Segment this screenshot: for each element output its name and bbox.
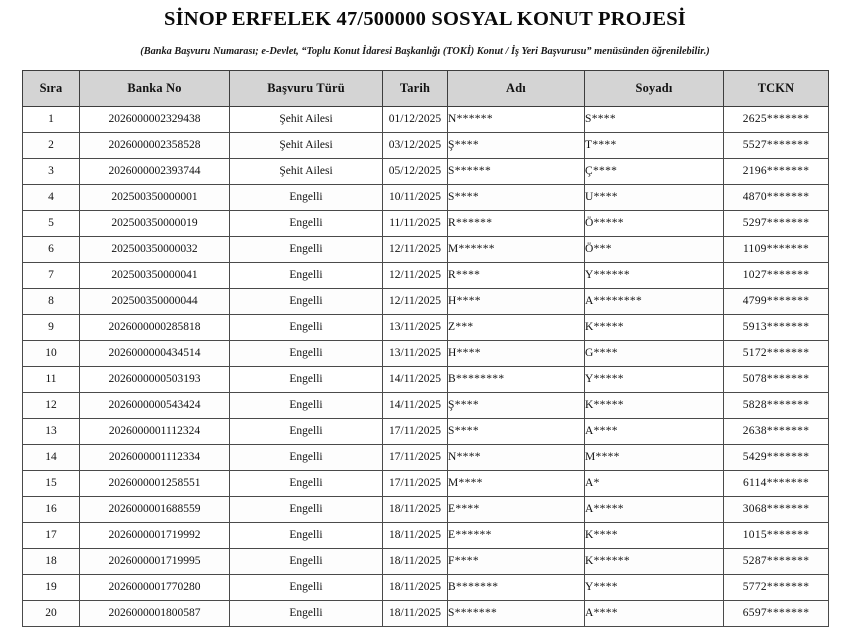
cell-tur: Şehit Ailesi — [230, 159, 383, 185]
cell-sira: 12 — [23, 393, 80, 419]
cell-tur: Engelli — [230, 367, 383, 393]
cell-soyad: K****** — [585, 549, 724, 575]
cell-tur: Şehit Ailesi — [230, 107, 383, 133]
cell-soyad: Ö***** — [585, 211, 724, 237]
column-header-adi: Adı — [448, 71, 585, 107]
cell-tckn: 5913******* — [724, 315, 829, 341]
cell-tckn: 4799******* — [724, 289, 829, 315]
cell-tur: Engelli — [230, 497, 383, 523]
cell-soyad: Ç**** — [585, 159, 724, 185]
table-row — [23, 341, 829, 367]
cell-ad: N**** — [448, 445, 585, 471]
cell-tarih: 12/11/2025 — [383, 237, 448, 263]
cell-tarih: 01/12/2025 — [383, 107, 448, 133]
cell-tur: Engelli — [230, 315, 383, 341]
cell-ad: B******* — [448, 575, 585, 601]
cell-ad: R**** — [448, 263, 585, 289]
applications-table — [22, 70, 829, 627]
cell-tur: Engelli — [230, 523, 383, 549]
cell-ad: B******** — [448, 367, 585, 393]
cell-banka: 2026000002393744 — [80, 159, 230, 185]
cell-banka: 2026000001800587 — [80, 601, 230, 627]
cell-tckn: 5429******* — [724, 445, 829, 471]
cell-banka: 2026000002358528 — [80, 133, 230, 159]
cell-ad: F**** — [448, 549, 585, 575]
cell-tur: Engelli — [230, 549, 383, 575]
cell-soyad: A* — [585, 471, 724, 497]
cell-sira: 2 — [23, 133, 80, 159]
cell-tarih: 17/11/2025 — [383, 471, 448, 497]
cell-tckn: 5172******* — [724, 341, 829, 367]
cell-soyad: S**** — [585, 107, 724, 133]
cell-tarih: 05/12/2025 — [383, 159, 448, 185]
cell-tarih: 11/11/2025 — [383, 211, 448, 237]
cell-tckn: 1015******* — [724, 523, 829, 549]
column-header-sira: Sıra — [23, 71, 80, 107]
column-header-banka-no: Banka No — [80, 71, 230, 107]
cell-sira: 9 — [23, 315, 80, 341]
cell-tur: Engelli — [230, 341, 383, 367]
cell-tur: Engelli — [230, 263, 383, 289]
cell-sira: 18 — [23, 549, 80, 575]
cell-soyad: T**** — [585, 133, 724, 159]
cell-ad: M****** — [448, 237, 585, 263]
cell-soyad: K**** — [585, 523, 724, 549]
cell-ad: S**** — [448, 185, 585, 211]
cell-ad: S**** — [448, 419, 585, 445]
cell-tckn: 1109******* — [724, 237, 829, 263]
cell-ad: M**** — [448, 471, 585, 497]
cell-ad: H**** — [448, 289, 585, 315]
cell-ad: H**** — [448, 341, 585, 367]
cell-banka: 2026000001688559 — [80, 497, 230, 523]
table-header-row — [23, 71, 829, 107]
cell-banka: 202500350000019 — [80, 211, 230, 237]
cell-soyad: Y**** — [585, 575, 724, 601]
cell-soyad: A**** — [585, 419, 724, 445]
table-header — [23, 71, 829, 107]
cell-banka: 202500350000001 — [80, 185, 230, 211]
cell-sira: 16 — [23, 497, 80, 523]
cell-sira: 10 — [23, 341, 80, 367]
cell-ad: Ş**** — [448, 393, 585, 419]
table-row — [23, 289, 829, 315]
cell-tarih: 18/11/2025 — [383, 523, 448, 549]
cell-sira: 8 — [23, 289, 80, 315]
cell-tckn: 4870******* — [724, 185, 829, 211]
cell-tur: Engelli — [230, 471, 383, 497]
column-header-soyadi: Soyadı — [585, 71, 724, 107]
cell-sira: 1 — [23, 107, 80, 133]
cell-tarih: 13/11/2025 — [383, 315, 448, 341]
table-row — [23, 107, 829, 133]
table-row — [23, 419, 829, 445]
cell-sira: 17 — [23, 523, 80, 549]
table-row — [23, 133, 829, 159]
cell-soyad: G**** — [585, 341, 724, 367]
column-header-basvuru-turu: Başvuru Türü — [230, 71, 383, 107]
cell-sira: 20 — [23, 601, 80, 627]
cell-ad: Ş**** — [448, 133, 585, 159]
cell-sira: 6 — [23, 237, 80, 263]
cell-tarih: 10/11/2025 — [383, 185, 448, 211]
cell-soyad: A******** — [585, 289, 724, 315]
cell-tarih: 18/11/2025 — [383, 575, 448, 601]
cell-banka: 2026000000503193 — [80, 367, 230, 393]
cell-tckn: 2638******* — [724, 419, 829, 445]
cell-tarih: 13/11/2025 — [383, 341, 448, 367]
cell-soyad: U**** — [585, 185, 724, 211]
cell-banka: 2026000001258551 — [80, 471, 230, 497]
table-row — [23, 393, 829, 419]
cell-banka: 2026000001719995 — [80, 549, 230, 575]
cell-tckn: 5287******* — [724, 549, 829, 575]
cell-banka: 2026000001719992 — [80, 523, 230, 549]
table-row — [23, 601, 829, 627]
table-row — [23, 237, 829, 263]
cell-ad: E**** — [448, 497, 585, 523]
cell-banka: 2026000002329438 — [80, 107, 230, 133]
cell-banka: 202500350000032 — [80, 237, 230, 263]
cell-tckn: 6114******* — [724, 471, 829, 497]
table-row — [23, 263, 829, 289]
cell-tur: Engelli — [230, 445, 383, 471]
cell-tarih: 18/11/2025 — [383, 601, 448, 627]
cell-banka: 202500350000044 — [80, 289, 230, 315]
cell-tur: Engelli — [230, 289, 383, 315]
cell-sira: 13 — [23, 419, 80, 445]
cell-soyad: K***** — [585, 315, 724, 341]
table-row — [23, 211, 829, 237]
cell-sira: 5 — [23, 211, 80, 237]
table-row — [23, 575, 829, 601]
cell-tur: Şehit Ailesi — [230, 133, 383, 159]
table-row — [23, 185, 829, 211]
cell-tarih: 18/11/2025 — [383, 549, 448, 575]
cell-soyad: K***** — [585, 393, 724, 419]
cell-tur: Engelli — [230, 237, 383, 263]
cell-tckn: 1027******* — [724, 263, 829, 289]
cell-sira: 7 — [23, 263, 80, 289]
cell-tarih: 18/11/2025 — [383, 497, 448, 523]
cell-banka: 2026000000543424 — [80, 393, 230, 419]
cell-ad: S******* — [448, 601, 585, 627]
table-row — [23, 523, 829, 549]
page-subtitle-note: (Banka Başvuru Numarası; e-Devlet, “Toplu Konut İdaresi Başkanlığı (TOKİ) Konut / İş Yeri Başvurusu” menüsünden öğrenilebilir.) — [140, 45, 710, 57]
table-row — [23, 315, 829, 341]
cell-soyad: A***** — [585, 497, 724, 523]
cell-soyad: A**** — [585, 601, 724, 627]
cell-tarih: 14/11/2025 — [383, 367, 448, 393]
cell-sira: 4 — [23, 185, 80, 211]
cell-banka: 2026000001112334 — [80, 445, 230, 471]
cell-tckn: 6597******* — [724, 601, 829, 627]
cell-tckn: 5772******* — [724, 575, 829, 601]
table-row — [23, 497, 829, 523]
table-row — [23, 445, 829, 471]
cell-tur: Engelli — [230, 393, 383, 419]
cell-tckn: 2196******* — [724, 159, 829, 185]
cell-soyad: Ö*** — [585, 237, 724, 263]
cell-ad: R****** — [448, 211, 585, 237]
cell-tur: Engelli — [230, 211, 383, 237]
cell-tur: Engelli — [230, 185, 383, 211]
table-row — [23, 367, 829, 393]
cell-soyad: Y****** — [585, 263, 724, 289]
cell-ad: N****** — [448, 107, 585, 133]
cell-tarih: 17/11/2025 — [383, 445, 448, 471]
table-row — [23, 159, 829, 185]
cell-tckn: 5527******* — [724, 133, 829, 159]
cell-tur: Engelli — [230, 601, 383, 627]
cell-soyad: M**** — [585, 445, 724, 471]
cell-sira: 15 — [23, 471, 80, 497]
cell-tckn: 5297******* — [724, 211, 829, 237]
cell-soyad: Y***** — [585, 367, 724, 393]
cell-tarih: 12/11/2025 — [383, 263, 448, 289]
cell-tarih: 14/11/2025 — [383, 393, 448, 419]
cell-tur: Engelli — [230, 419, 383, 445]
column-header-tarih: Tarih — [383, 71, 448, 107]
cell-banka: 2026000000434514 — [80, 341, 230, 367]
cell-tckn: 2625******* — [724, 107, 829, 133]
cell-tarih: 17/11/2025 — [383, 419, 448, 445]
cell-sira: 3 — [23, 159, 80, 185]
cell-tckn: 5828******* — [724, 393, 829, 419]
cell-banka: 202500350000041 — [80, 263, 230, 289]
table-row — [23, 549, 829, 575]
cell-tckn: 3068******* — [724, 497, 829, 523]
table-body — [23, 107, 829, 627]
cell-ad: S****** — [448, 159, 585, 185]
cell-sira: 19 — [23, 575, 80, 601]
cell-sira: 14 — [23, 445, 80, 471]
cell-ad: Z*** — [448, 315, 585, 341]
cell-tarih: 03/12/2025 — [383, 133, 448, 159]
applications-table-container — [22, 70, 828, 627]
cell-tur: Engelli — [230, 575, 383, 601]
cell-ad: E****** — [448, 523, 585, 549]
cell-sira: 11 — [23, 367, 80, 393]
table-row — [23, 471, 829, 497]
cell-banka: 2026000001112324 — [80, 419, 230, 445]
cell-banka: 2026000000285818 — [80, 315, 230, 341]
page-title: SİNOP ERFELEK 47/500000 SOSYAL KONUT PROJESİ — [163, 8, 686, 30]
cell-banka: 2026000001770280 — [80, 575, 230, 601]
cell-tarih: 12/11/2025 — [383, 289, 448, 315]
column-header-tckn: TCKN — [724, 71, 829, 107]
cell-tckn: 5078******* — [724, 367, 829, 393]
